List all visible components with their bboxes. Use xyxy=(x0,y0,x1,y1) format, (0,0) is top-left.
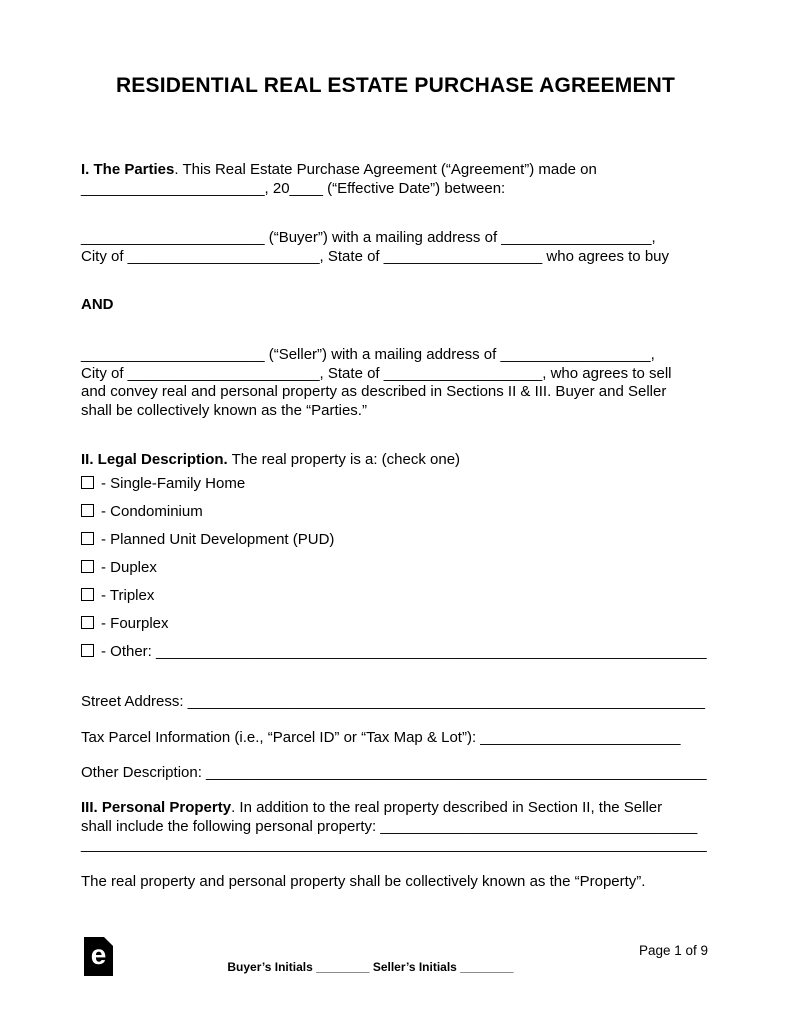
checkbox-single-family-home[interactable] xyxy=(81,476,94,489)
buyer-line-2: City of _______________________, State of ___________________ who agrees to buy xyxy=(81,247,670,265)
option-label: - Single-Family Home xyxy=(101,475,246,492)
and-label: AND xyxy=(81,296,114,313)
street-address-line: Street Address: ______________________________________________________________ xyxy=(81,693,705,710)
personal-property-heading-line xyxy=(81,799,713,818)
other-description-field xyxy=(81,764,713,783)
option-single-family-home xyxy=(81,475,713,494)
street-address-field xyxy=(81,693,713,712)
option-other xyxy=(81,643,713,662)
seller-line-2: City of _______________________, State of ___________________, who agrees to sell xyxy=(81,364,672,382)
option-label: - Other: __________________________________________________________________ xyxy=(101,643,707,660)
parties-heading-line xyxy=(81,161,713,180)
property-closing-statement xyxy=(81,873,713,892)
personal-property-heading: III. Personal Property xyxy=(81,799,232,816)
option-label: - Triplex xyxy=(101,587,155,604)
page-number: Page 1 of 9 xyxy=(638,943,708,958)
buyer-paragraph xyxy=(81,229,713,266)
page-fold-icon xyxy=(104,937,113,946)
tax-parcel-line: Tax Parcel Information (i.e., “Parcel ID” or “Tax Map & Lot”): ________________________ xyxy=(81,729,681,746)
eforms-logo-letter: e xyxy=(90,939,107,970)
personal-property-heading-rest: . In addition to the real property described in Section II, the Seller xyxy=(231,799,663,816)
closing-line: The real property and personal property shall be collectively known as the “Property”. xyxy=(81,873,646,890)
initials-line: Buyer’s Initials ________ Seller’s Initials ________ xyxy=(227,960,514,974)
option-label: - Fourplex xyxy=(101,615,169,632)
option-triplex xyxy=(81,587,713,606)
section-parties-intro xyxy=(81,161,713,198)
seller-line-4: shall be collectively known as the “Parties.” xyxy=(81,401,367,419)
seller-line-3: and convey real and personal property as described in Sections II & III. Buyer and Seller xyxy=(81,383,667,400)
option-label: - Condominium xyxy=(101,503,203,520)
parties-heading-rest: . This Real Estate Purchase Agreement (“Agreement”) made on xyxy=(174,161,597,178)
option-duplex xyxy=(81,559,713,578)
seller-line-1: ______________________ (“Seller”) with a mailing address of __________________, xyxy=(81,346,655,363)
other-description-line: Other Description: ____________________________________________________________ xyxy=(81,764,707,781)
checkbox-triplex[interactable] xyxy=(81,588,94,601)
legal-heading-rest: The real property is a: (check one) xyxy=(227,451,461,468)
option-label: - Planned Unit Development (PUD) xyxy=(101,531,335,548)
checkbox-other[interactable] xyxy=(81,644,94,657)
section-personal-property xyxy=(81,799,713,855)
seller-paragraph xyxy=(81,346,713,420)
option-label: - Duplex xyxy=(101,559,157,576)
option-condominium xyxy=(81,503,713,522)
buyer-line-1: ______________________ (“Buyer”) with a mailing address of __________________, xyxy=(81,229,656,246)
legal-heading: II. Legal Description. xyxy=(81,451,228,468)
checkbox-condominium[interactable] xyxy=(81,504,94,517)
option-planned-unit-development xyxy=(81,531,713,550)
document-title: RESIDENTIAL REAL ESTATE PURCHASE AGREEMENT xyxy=(115,74,676,97)
parties-heading: I. The Parties xyxy=(81,161,175,178)
tax-parcel-field xyxy=(81,729,713,748)
checkbox-fourplex[interactable] xyxy=(81,616,94,629)
option-fourplex xyxy=(81,615,713,634)
property-type-checklist xyxy=(81,475,713,671)
checkbox-planned-unit-development[interactable] xyxy=(81,532,94,545)
personal-property-line-2: shall include the following personal property: ______________________________________ xyxy=(81,817,698,835)
and-conjunction xyxy=(81,296,713,315)
personal-property-blank-line: ___________________________________________________________________________ xyxy=(81,836,707,853)
checkbox-duplex[interactable] xyxy=(81,560,94,573)
parties-date-line: ______________________, 20____ (“Effective Date”) between: xyxy=(81,179,506,197)
section-legal-heading xyxy=(81,451,713,470)
legal-heading-line xyxy=(81,451,713,470)
